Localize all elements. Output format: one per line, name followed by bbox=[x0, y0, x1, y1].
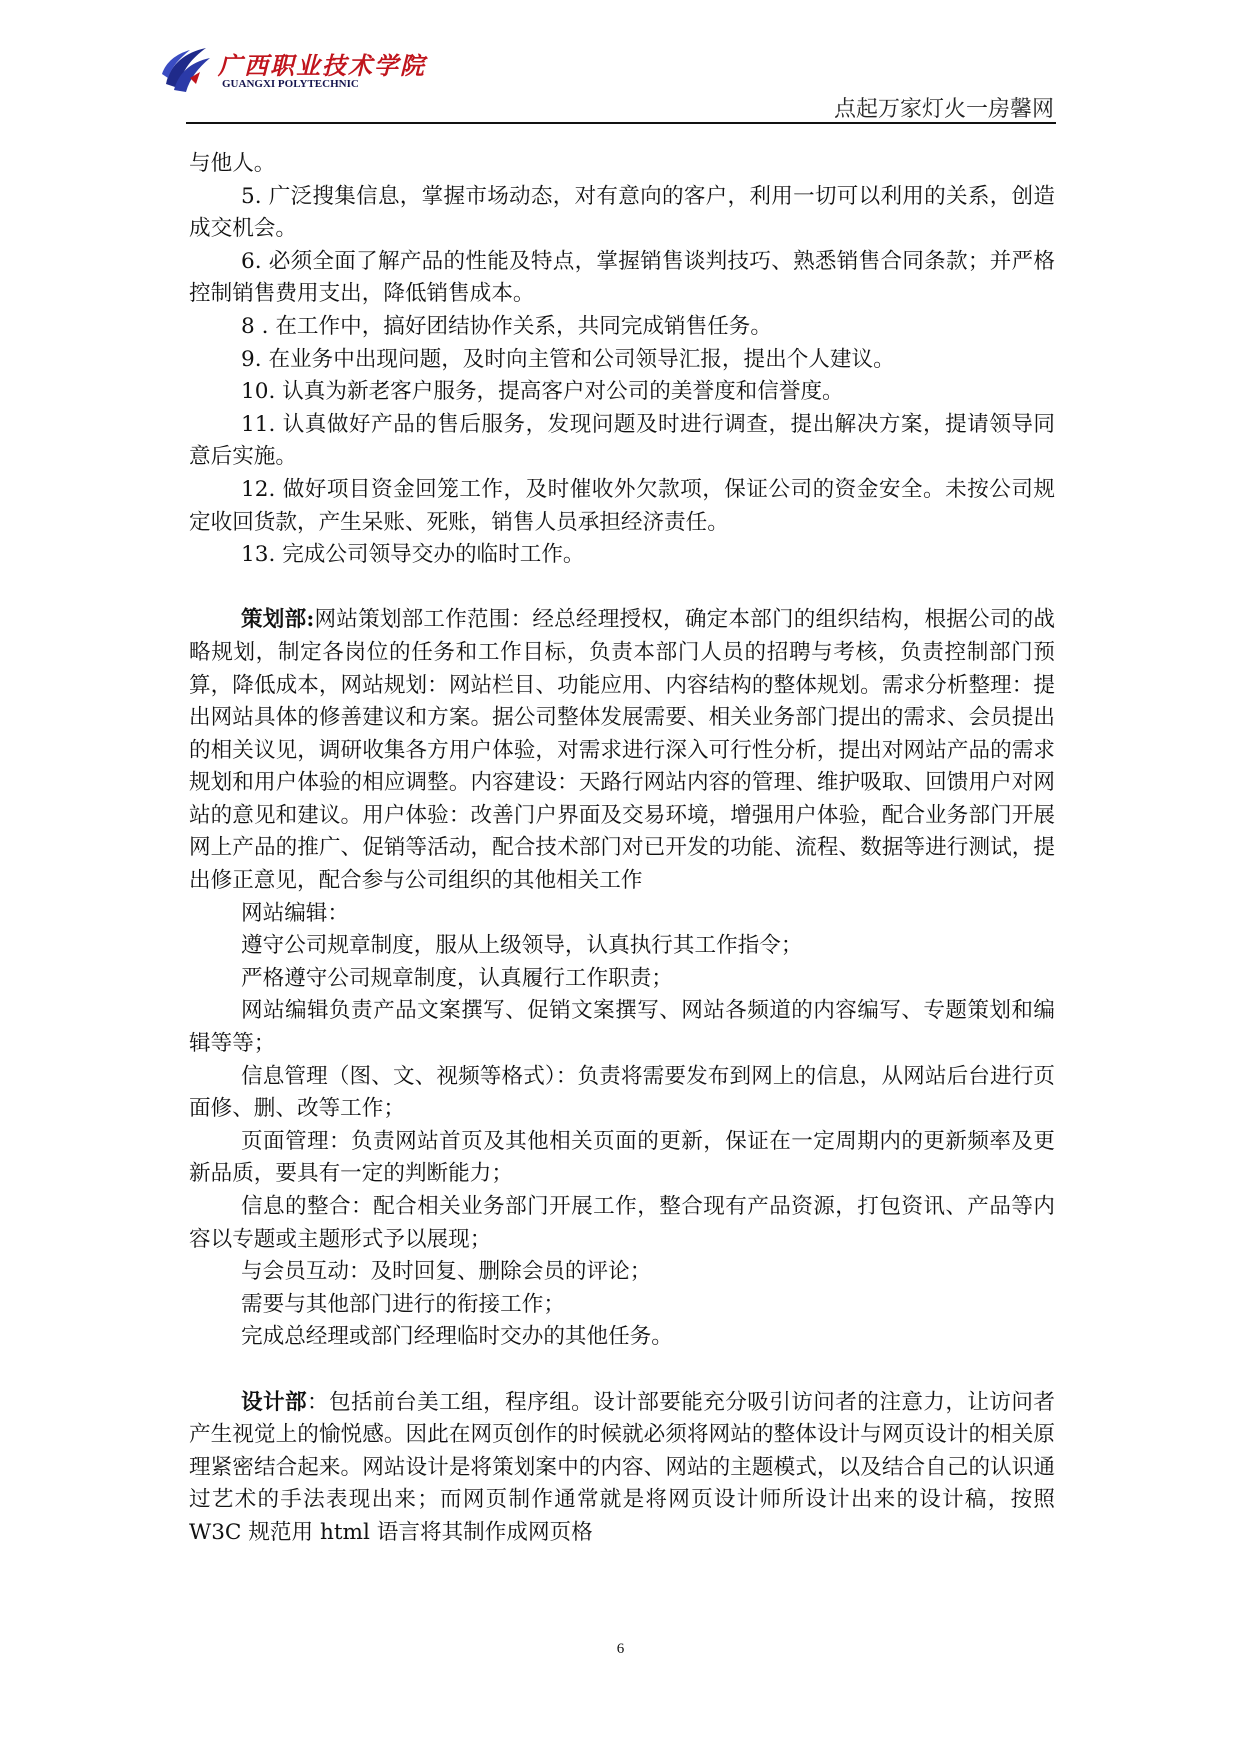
paragraph-text: 8 . 在工作中，搞好团结协作关系，共同完成销售任务。 bbox=[241, 313, 772, 339]
paragraph-text: 网站编辑负责产品文案撰写、促销文案撰写、网站各频道的内容编写、专题策划和编辑等等； bbox=[189, 998, 1055, 1057]
paragraph-text: 遵守公司规章制度，服从上级领导，认真执行其工作指令； bbox=[241, 933, 803, 959]
paragraph-text: 10. 认真为新老客户服务，提高客户对公司的美誉度和信誉度。 bbox=[241, 379, 844, 405]
body-paragraph bbox=[189, 898, 1055, 931]
section-heading: 设计部 bbox=[241, 1389, 308, 1415]
paragraph-text: 9. 在业务中出现问题，及时向主管和公司领导汇报，提出个人建议。 bbox=[241, 346, 895, 372]
header-divider bbox=[186, 122, 1056, 124]
body-paragraph bbox=[189, 995, 1055, 1060]
body-paragraph bbox=[189, 474, 1055, 539]
paragraph-text: 13. 完成公司领导交办的临时工作。 bbox=[241, 542, 585, 568]
body-paragraph bbox=[189, 1061, 1055, 1126]
section-heading: 策划部: bbox=[241, 607, 315, 633]
paragraph-text: 页面管理：负责网站首页及其他相关页面的更新，保证在一定周期内的更新频率及更新品质，要具有一定的判断能力； bbox=[189, 1128, 1055, 1187]
body-paragraph bbox=[189, 148, 1055, 181]
body-paragraph bbox=[189, 930, 1055, 963]
body-paragraph bbox=[189, 376, 1055, 409]
body-paragraph bbox=[189, 963, 1055, 996]
blank-line bbox=[189, 572, 1055, 605]
body-paragraph bbox=[189, 311, 1055, 344]
body-paragraph bbox=[189, 181, 1055, 246]
paragraph-text: 5. 广泛搜集信息，掌握市场动态，对有意向的客户，利用一切可以利用的关系，创造成交机会。 bbox=[189, 183, 1055, 242]
paragraph-text: 11. 认真做好产品的售后服务，发现问题及时进行调查，提出解决方案，提请领导同意后实施。 bbox=[189, 411, 1055, 470]
paragraph-text: 完成总经理或部门经理临时交办的其他任务。 bbox=[241, 1324, 673, 1350]
section-paragraph bbox=[189, 1387, 1055, 1550]
section-paragraph bbox=[189, 604, 1055, 897]
paragraph-text: 6. 必须全面了解产品的性能及特点，掌握销售谈判技巧、熟悉销售合同条款；并严格控制销售费用支出，降低销售成本。 bbox=[189, 248, 1055, 307]
college-logo bbox=[160, 44, 426, 96]
header-title: 点起万家灯火一房馨网 bbox=[833, 97, 1054, 122]
college-name-cn: 广西职业技术学院 bbox=[218, 51, 426, 80]
paragraph-text: 12. 做好项目资金回笼工作，及时催收外欠款项，保证公司的资金安全。未按公司规定收回货款，产生呆账、死账，销售人员承担经济责任。 bbox=[189, 476, 1055, 535]
document-body bbox=[189, 148, 1055, 1550]
body-paragraph bbox=[189, 1256, 1055, 1289]
body-paragraph bbox=[189, 1191, 1055, 1256]
body-paragraph bbox=[189, 409, 1055, 474]
paragraph-text: 与会员互动：及时回复、删除会员的评论； bbox=[241, 1259, 652, 1285]
paragraph-text: 网站策划部工作范围：经总经理授权，确定本部门的组织结构，根据公司的战略规划，制定各岗位的任务和工作目标，负责本部门人员的招聘与考核，负责控制部门预算，降低成本，网站规划：网站栏目、功能应用、内容结构的整体规划。需求分析整理：提出网站具体的修善建议和方案。据公司整体发展需要、相关业务部门提出的需求、会员提出的相关议见，调研收集各方用户体验，对需求进行深入可行性分析，提出对网站产品的需求规划和用户体验的相应调整。内容建设：天路行网站内容的管理、维护吸取、回馈用户对网站的意见和建议。用户体验：改善门户界面及交易环境，增强用户体验，配合业务部门开展网上产品的推广、促销等活动，配合技术部门对已开发的功能、流程、数据等进行测试，提出修正意见，配合参与公司组织的其他相关工作 bbox=[189, 607, 1055, 894]
paragraph-text: 信息管理（图、文、视频等格式）：负责将需要发布到网上的信息，从网站后台进行页面修、删、改等工作； bbox=[189, 1063, 1055, 1122]
paragraph-text: 与他人。 bbox=[189, 151, 276, 176]
paragraph-text: 需要与其他部门进行的衔接工作； bbox=[241, 1291, 565, 1317]
body-paragraph bbox=[189, 539, 1055, 572]
college-name-en: GUANGXI POLYTECHNIC bbox=[222, 78, 359, 90]
page-number: 6 bbox=[616, 1641, 625, 1657]
body-paragraph bbox=[189, 344, 1055, 377]
body-paragraph bbox=[189, 246, 1055, 311]
blank-line bbox=[189, 1354, 1055, 1387]
paragraph-text: 信息的整合：配合相关业务部门开展工作，整合现有产品资源，打包资讯、产品等内容以专题或主题形式予以展现； bbox=[189, 1194, 1055, 1252]
body-paragraph bbox=[189, 1289, 1055, 1322]
college-emblem-icon bbox=[160, 44, 214, 96]
paragraph-text: 严格遵守公司规章制度，认真履行工作职责； bbox=[241, 965, 673, 991]
body-paragraph bbox=[189, 1321, 1055, 1354]
body-paragraph bbox=[189, 1126, 1055, 1191]
paragraph-text: 网站编辑： bbox=[241, 900, 349, 926]
paragraph-text: ：包括前台美工组，程序组。设计部要能充分吸引访问者的注意力，让访问者产生视觉上的愉悦感。因此在网页创作的时候就必须将网站的整体设计与网页设计的相关原理紧密结合起来。网站设计是将策划案中的内容、网站的主题模式，以及结合自己的认识通过艺术的手法表现出来；而网页制作通常就是将网页设计师所设计出来的设计稿，按照 W3C 规范用 html 语言将其制作成网页格 bbox=[189, 1389, 1055, 1545]
